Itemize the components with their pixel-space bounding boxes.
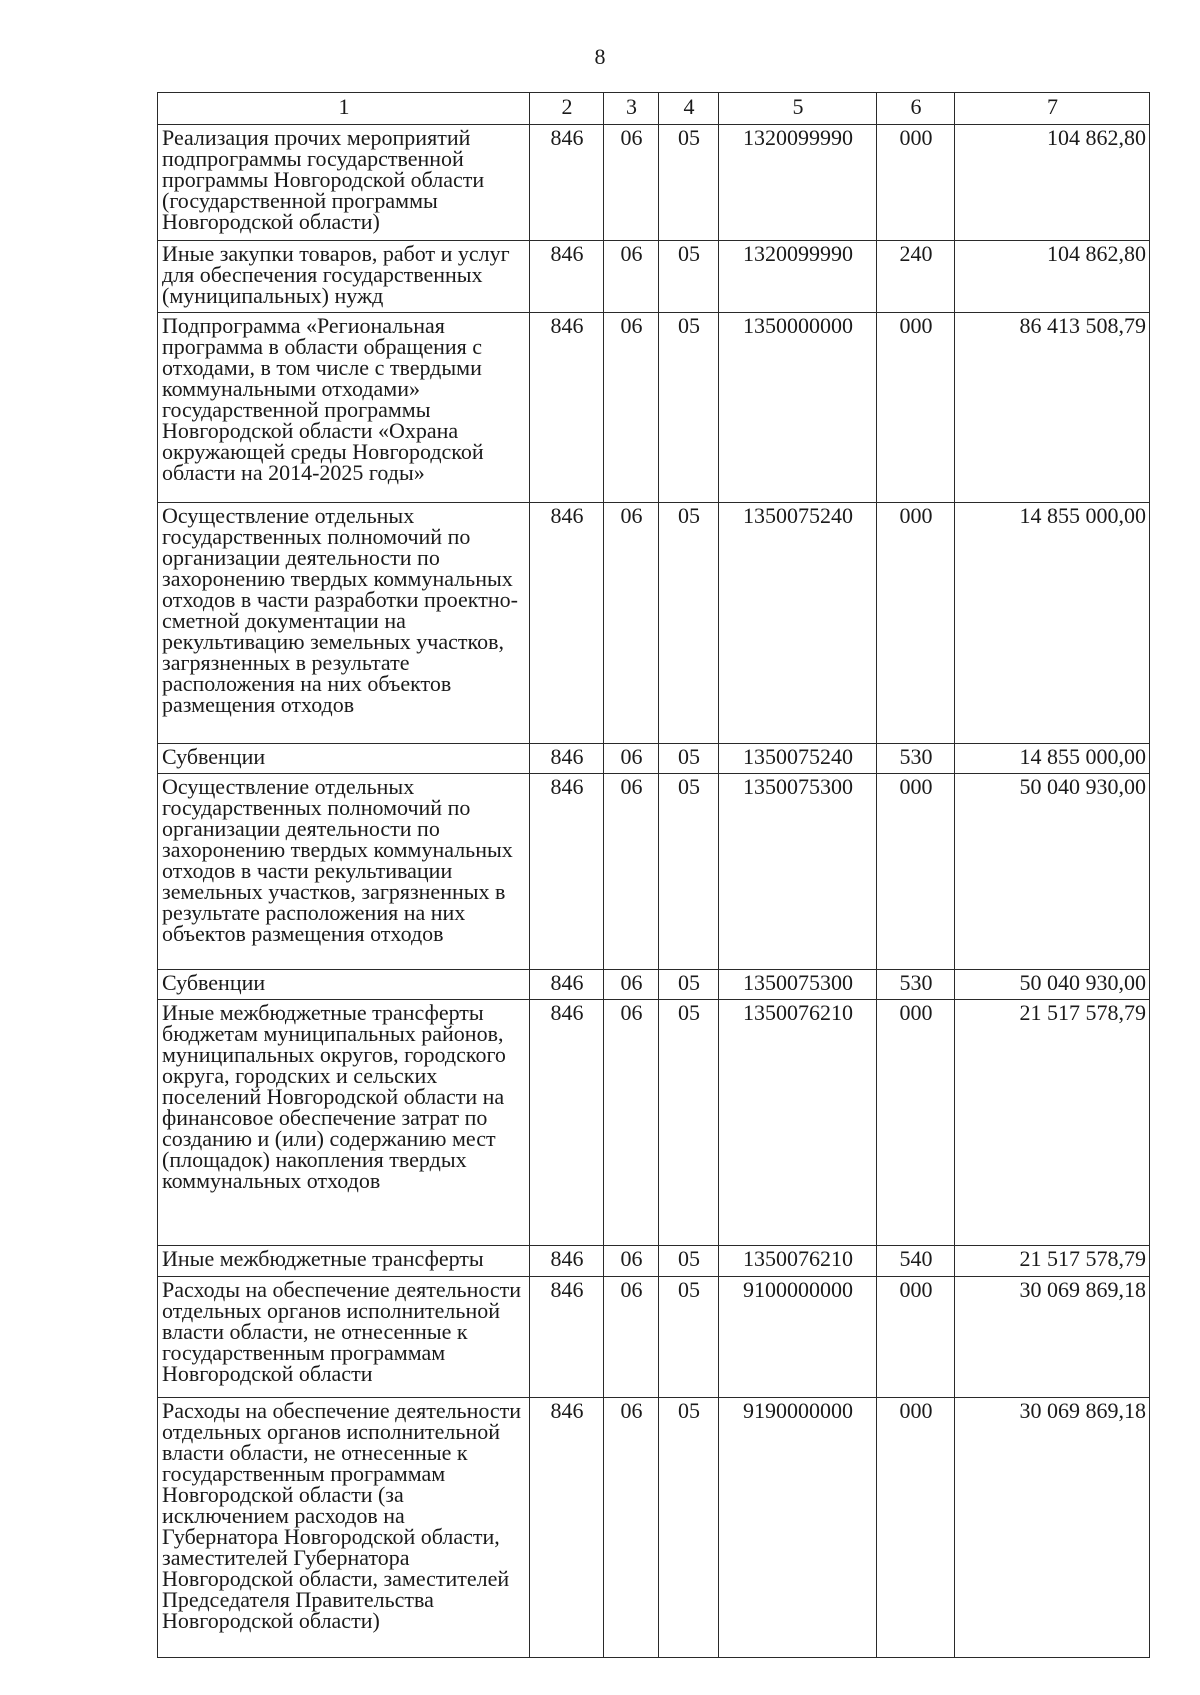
row-target-article-cell: 1350075300 bbox=[719, 970, 877, 1000]
header-cell: 1 bbox=[158, 93, 530, 125]
header-cell: 5 bbox=[719, 93, 877, 125]
row-name-cell: Реализация прочих мероприятий подпрограммы государственной программы Новгородской области (государственной программы Новгородской области) bbox=[158, 125, 530, 241]
header-cell: 4 bbox=[659, 93, 719, 125]
page-number: 8 bbox=[594, 44, 606, 69]
row-name-cell: Расходы на обеспечение деятельности отдельных органов исполнительной власти области, не отнесенные к государственным программам Новгородской области bbox=[158, 1277, 530, 1398]
row-section-cell: 06 bbox=[604, 313, 659, 503]
table-row bbox=[158, 503, 1150, 744]
row-code-cell: 846 bbox=[530, 125, 604, 241]
table-row bbox=[158, 241, 1150, 313]
budget-table bbox=[157, 92, 1150, 1658]
table-row bbox=[158, 1398, 1150, 1658]
row-code-cell: 846 bbox=[530, 1398, 604, 1658]
row-code-cell: 846 bbox=[530, 1000, 604, 1246]
row-subsection-cell: 05 bbox=[659, 1398, 719, 1658]
row-subsection-cell: 05 bbox=[659, 1277, 719, 1398]
row-name-cell: Расходы на обеспечение деятельности отдельных органов исполнительной власти области, не отнесенные к государственным программам Новгородской области (за исключением расходов на Губернатора Новгородской области, заместителей Губернатора Новгородской области, заместителей Председателя Правительства Новгородской области) bbox=[158, 1398, 530, 1658]
row-name-cell: Иные закупки товаров, работ и услуг для обеспечения государственных (муниципальных) нужд bbox=[158, 241, 530, 313]
row-expense-type-cell: 000 bbox=[877, 774, 955, 970]
row-target-article-cell: 1350075300 bbox=[719, 774, 877, 970]
row-target-article-cell: 1350075240 bbox=[719, 503, 877, 744]
row-section-cell: 06 bbox=[604, 1398, 659, 1658]
row-amount-cell: 86 413 508,79 bbox=[955, 313, 1150, 503]
row-expense-type-cell: 000 bbox=[877, 125, 955, 241]
row-target-article-cell: 9190000000 bbox=[719, 1398, 877, 1658]
row-code-cell: 846 bbox=[530, 241, 604, 313]
row-code-cell: 846 bbox=[530, 744, 604, 774]
row-amount-cell: 50 040 930,00 bbox=[955, 970, 1150, 1000]
row-expense-type-cell: 000 bbox=[877, 1000, 955, 1246]
row-code-cell: 846 bbox=[530, 1246, 604, 1277]
row-name-cell: Иные межбюджетные трансферты бюджетам муниципальных районов, муниципальных округов, городского округа, городских и сельских поселений Новгородской области на финансовое обеспечение затрат по созданию и (или) содержанию мест (площадок) накопления твердых коммунальных отходов bbox=[158, 1000, 530, 1246]
table-row bbox=[158, 313, 1150, 503]
row-expense-type-cell: 530 bbox=[877, 970, 955, 1000]
row-section-cell: 06 bbox=[604, 774, 659, 970]
row-amount-cell: 30 069 869,18 bbox=[955, 1277, 1150, 1398]
row-amount-cell: 14 855 000,00 bbox=[955, 744, 1150, 774]
row-section-cell: 06 bbox=[604, 1246, 659, 1277]
header-cell: 7 bbox=[955, 93, 1150, 125]
table-row bbox=[158, 1246, 1150, 1277]
row-code-cell: 846 bbox=[530, 313, 604, 503]
row-code-cell: 846 bbox=[530, 1277, 604, 1398]
row-section-cell: 06 bbox=[604, 503, 659, 744]
table-row bbox=[158, 125, 1150, 241]
row-name-cell: Осуществление отдельных государственных полномочий по организации деятельности по захоронению твердых коммунальных отходов в части рекультивации земельных участков, загрязненных в результате расположения на них объектов размещения отходов bbox=[158, 774, 530, 970]
row-expense-type-cell: 000 bbox=[877, 1398, 955, 1658]
table-row bbox=[158, 1000, 1150, 1246]
row-target-article-cell: 1350076210 bbox=[719, 1246, 877, 1277]
row-target-article-cell: 1350000000 bbox=[719, 313, 877, 503]
row-name-cell: Субвенции bbox=[158, 744, 530, 774]
row-code-cell: 846 bbox=[530, 774, 604, 970]
row-subsection-cell: 05 bbox=[659, 1000, 719, 1246]
row-amount-cell: 21 517 578,79 bbox=[955, 1246, 1150, 1277]
table-row bbox=[158, 774, 1150, 970]
row-expense-type-cell: 000 bbox=[877, 1277, 955, 1398]
row-subsection-cell: 05 bbox=[659, 313, 719, 503]
row-amount-cell: 104 862,80 bbox=[955, 241, 1150, 313]
row-expense-type-cell: 000 bbox=[877, 503, 955, 744]
row-subsection-cell: 05 bbox=[659, 125, 719, 241]
row-amount-cell: 30 069 869,18 bbox=[955, 1398, 1150, 1658]
header-cell: 3 bbox=[604, 93, 659, 125]
header-cell: 2 bbox=[530, 93, 604, 125]
table-row bbox=[158, 970, 1150, 1000]
row-name-cell: Подпрограмма «Региональная программа в области обращения с отходами, в том числе с твердыми коммунальными отходами» государственной программы Новгородской области «Охрана окружающей среды Новгородской области на 2014-2025 годы» bbox=[158, 313, 530, 503]
row-subsection-cell: 05 bbox=[659, 241, 719, 313]
row-section-cell: 06 bbox=[604, 1000, 659, 1246]
header-cell: 6 bbox=[877, 93, 955, 125]
row-expense-type-cell: 000 bbox=[877, 313, 955, 503]
row-expense-type-cell: 530 bbox=[877, 744, 955, 774]
row-name-cell: Иные межбюджетные трансферты bbox=[158, 1246, 530, 1277]
header-row bbox=[158, 93, 1150, 125]
row-amount-cell: 104 862,80 bbox=[955, 125, 1150, 241]
row-subsection-cell: 05 bbox=[659, 503, 719, 744]
row-code-cell: 846 bbox=[530, 503, 604, 744]
row-name-cell: Субвенции bbox=[158, 970, 530, 1000]
row-expense-type-cell: 540 bbox=[877, 1246, 955, 1277]
row-subsection-cell: 05 bbox=[659, 1246, 719, 1277]
row-subsection-cell: 05 bbox=[659, 970, 719, 1000]
row-amount-cell: 50 040 930,00 bbox=[955, 774, 1150, 970]
row-name-cell: Осуществление отдельных государственных полномочий по организации деятельности по захоронению твердых коммунальных отходов в части разработки проектно-сметной документации на рекультивацию земельных участков, загрязненных в результате расположения на них объектов размещения отходов bbox=[158, 503, 530, 744]
row-target-article-cell: 1350075240 bbox=[719, 744, 877, 774]
row-target-article-cell: 1350076210 bbox=[719, 1000, 877, 1246]
row-code-cell: 846 bbox=[530, 970, 604, 1000]
row-target-article-cell: 1320099990 bbox=[719, 241, 877, 313]
row-expense-type-cell: 240 bbox=[877, 241, 955, 313]
table-row bbox=[158, 1277, 1150, 1398]
row-section-cell: 06 bbox=[604, 970, 659, 1000]
row-target-article-cell: 9100000000 bbox=[719, 1277, 877, 1398]
row-target-article-cell: 1320099990 bbox=[719, 125, 877, 241]
row-subsection-cell: 05 bbox=[659, 744, 719, 774]
row-section-cell: 06 bbox=[604, 241, 659, 313]
table-row bbox=[158, 744, 1150, 774]
row-section-cell: 06 bbox=[604, 125, 659, 241]
row-subsection-cell: 05 bbox=[659, 774, 719, 970]
row-section-cell: 06 bbox=[604, 744, 659, 774]
row-amount-cell: 14 855 000,00 bbox=[955, 503, 1150, 744]
row-amount-cell: 21 517 578,79 bbox=[955, 1000, 1150, 1246]
row-section-cell: 06 bbox=[604, 1277, 659, 1398]
